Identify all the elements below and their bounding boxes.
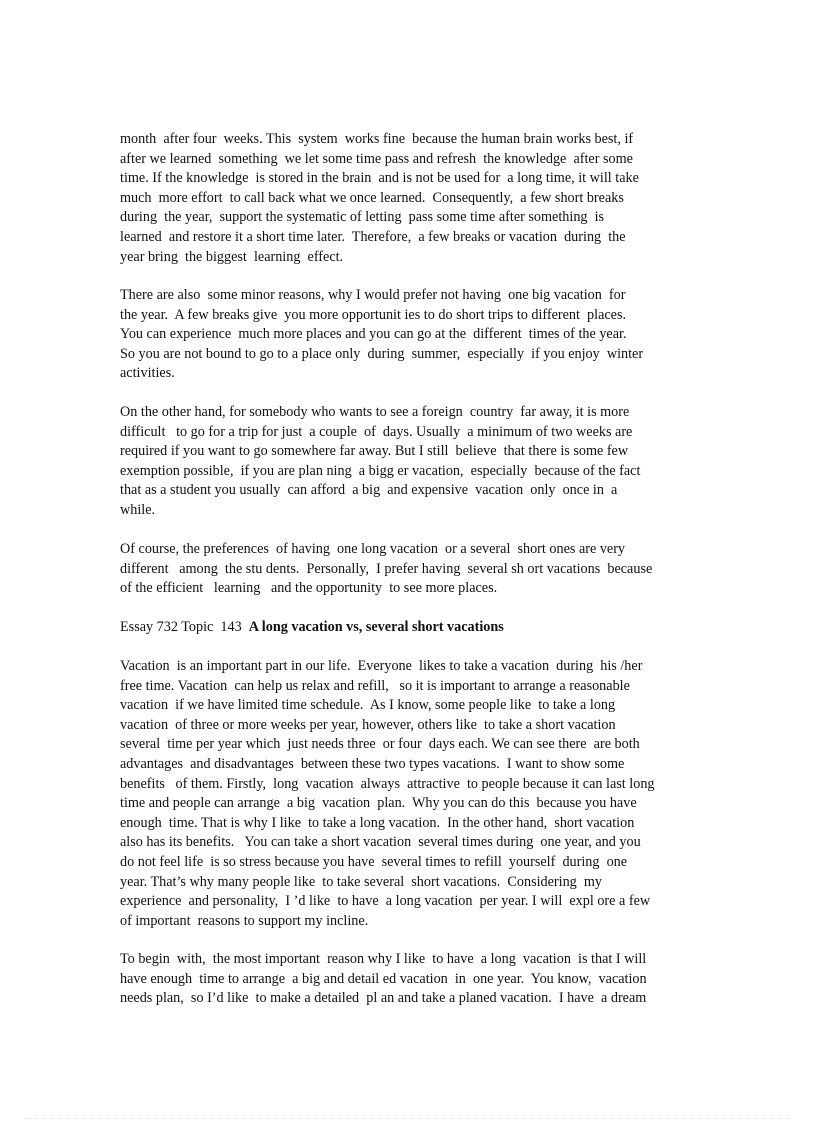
text-line: On the other hand, for somebody who wants to see a foreign country far away, it is more [120,404,630,420]
text-line: free time. Vacation can help us relax and refill, so it is important to arrange a reasonable [120,677,630,694]
text-line: time. If the knowledge is stored in the brain and is not be used for a long time, it will take [120,170,639,187]
text-line: the year. A few breaks give you more opportunit ies to do short trips to different places. [120,306,627,323]
text-line: of the efficient learning and the opportunity to see more places. [120,580,498,597]
text-line: Of course, the preferences of having one long vacation or a several short ones are very [120,541,626,557]
text-line: difficult to go for a trip for just a couple of days. Usually a minimum of two weeks are [120,423,633,440]
text-line: time and people can arrange a big vacation plan. Why you can do this because you have [120,795,637,812]
paragraph-6 [120,950,700,1009]
text-line: There are also some minor reasons, why I would prefer not having one big vacation for [120,287,626,303]
paragraph-1 [120,130,700,267]
text-line: during the year, support the systematic of letting pass some time after something is [120,209,605,226]
text-line: learned and restore it a short time later. Therefore, a few breaks or vacation during the [120,228,626,245]
essay-heading [120,618,700,638]
paragraph-3 [120,403,700,521]
text-line: year bring the biggest learning effect. [120,248,344,265]
text-line: several time per year which just needs three or four days each. We can see there are both [120,736,640,753]
text-line: Vacation is an important part in our life. Everyone likes to take a vacation during his /her [120,658,643,674]
text-line: needs plan, so I’d like to make a detailed pl an and take a planed vacation. I have a dream [120,990,647,1007]
paragraph-2 [120,286,700,384]
text-line: To begin with, the most important reason why I like to have a long vacation is that I will [120,951,647,967]
text-line: different among the stu dents. Personally, I prefer having several sh ort vacations because [120,560,653,577]
text-line: also has its benefits. You can take a short vacation several times during one year, and you [120,834,641,851]
essay-heading-line [120,618,700,638]
text-line: exemption possible, if you are plan ning a bigg er vacation, especially because of the fact [120,462,641,479]
text-line: benefits of them. Firstly, long vacation always attractive to people because it can last long [120,775,655,792]
text-line: enough time. That is why I like to take a long vacation. In the other hand, short vacation [120,814,635,831]
text-line: do not feel life is so stress because you have several times to refill yourself during one [120,853,628,870]
paragraph-4 [120,540,700,599]
paragraph-5 [120,657,700,931]
text-line: while. [120,501,156,518]
text-line: of important reasons to support my incline. [120,912,369,929]
text-line: So you are not bound to go to a place only during summer, especially if you enjoy winter [120,345,644,362]
text-line: year. That’s why many people like to take several short vacations. Considering my [120,873,602,890]
page-bottom-dotted-rule [24,1118,792,1119]
text-line: have enough time to arrange a big and detail ed vacation in one year. You know, vacation [120,970,647,987]
text-line: after we learned something we let some time pass and refresh the knowledge after some [120,150,633,167]
text-line: vacation if we have limited time schedule. As I know, some people like to take a long [120,697,616,714]
text-line: required if you want to go somewhere far away. But I still believe that there is some few [120,443,629,460]
text-line: advantages and disadvantages between these two types vacations. I want to show some [120,755,625,772]
essay-number-topic: Essay 732 Topic 143 [120,619,249,635]
text-line: vacation of three or more weeks per year, however, others like to take a short vacation [120,716,616,733]
text-line: You can experience much more places and you can go at the different times of the year. [120,326,627,343]
text-line: month after four weeks. This system works fine because the human brain works best, if [120,131,634,147]
text-line: experience and personality, I ’d like to have a long vacation per year. I will expl ore a few [120,893,651,910]
essay-title: A long vacation vs, several short vacations [248,619,504,635]
text-line: much more effort to call back what we once learned. Consequently, a few short breaks [120,189,624,206]
text-line: activities. [120,365,175,382]
text-line: that as a student you usually can afford a big and expensive vacation only once in a [120,482,618,499]
